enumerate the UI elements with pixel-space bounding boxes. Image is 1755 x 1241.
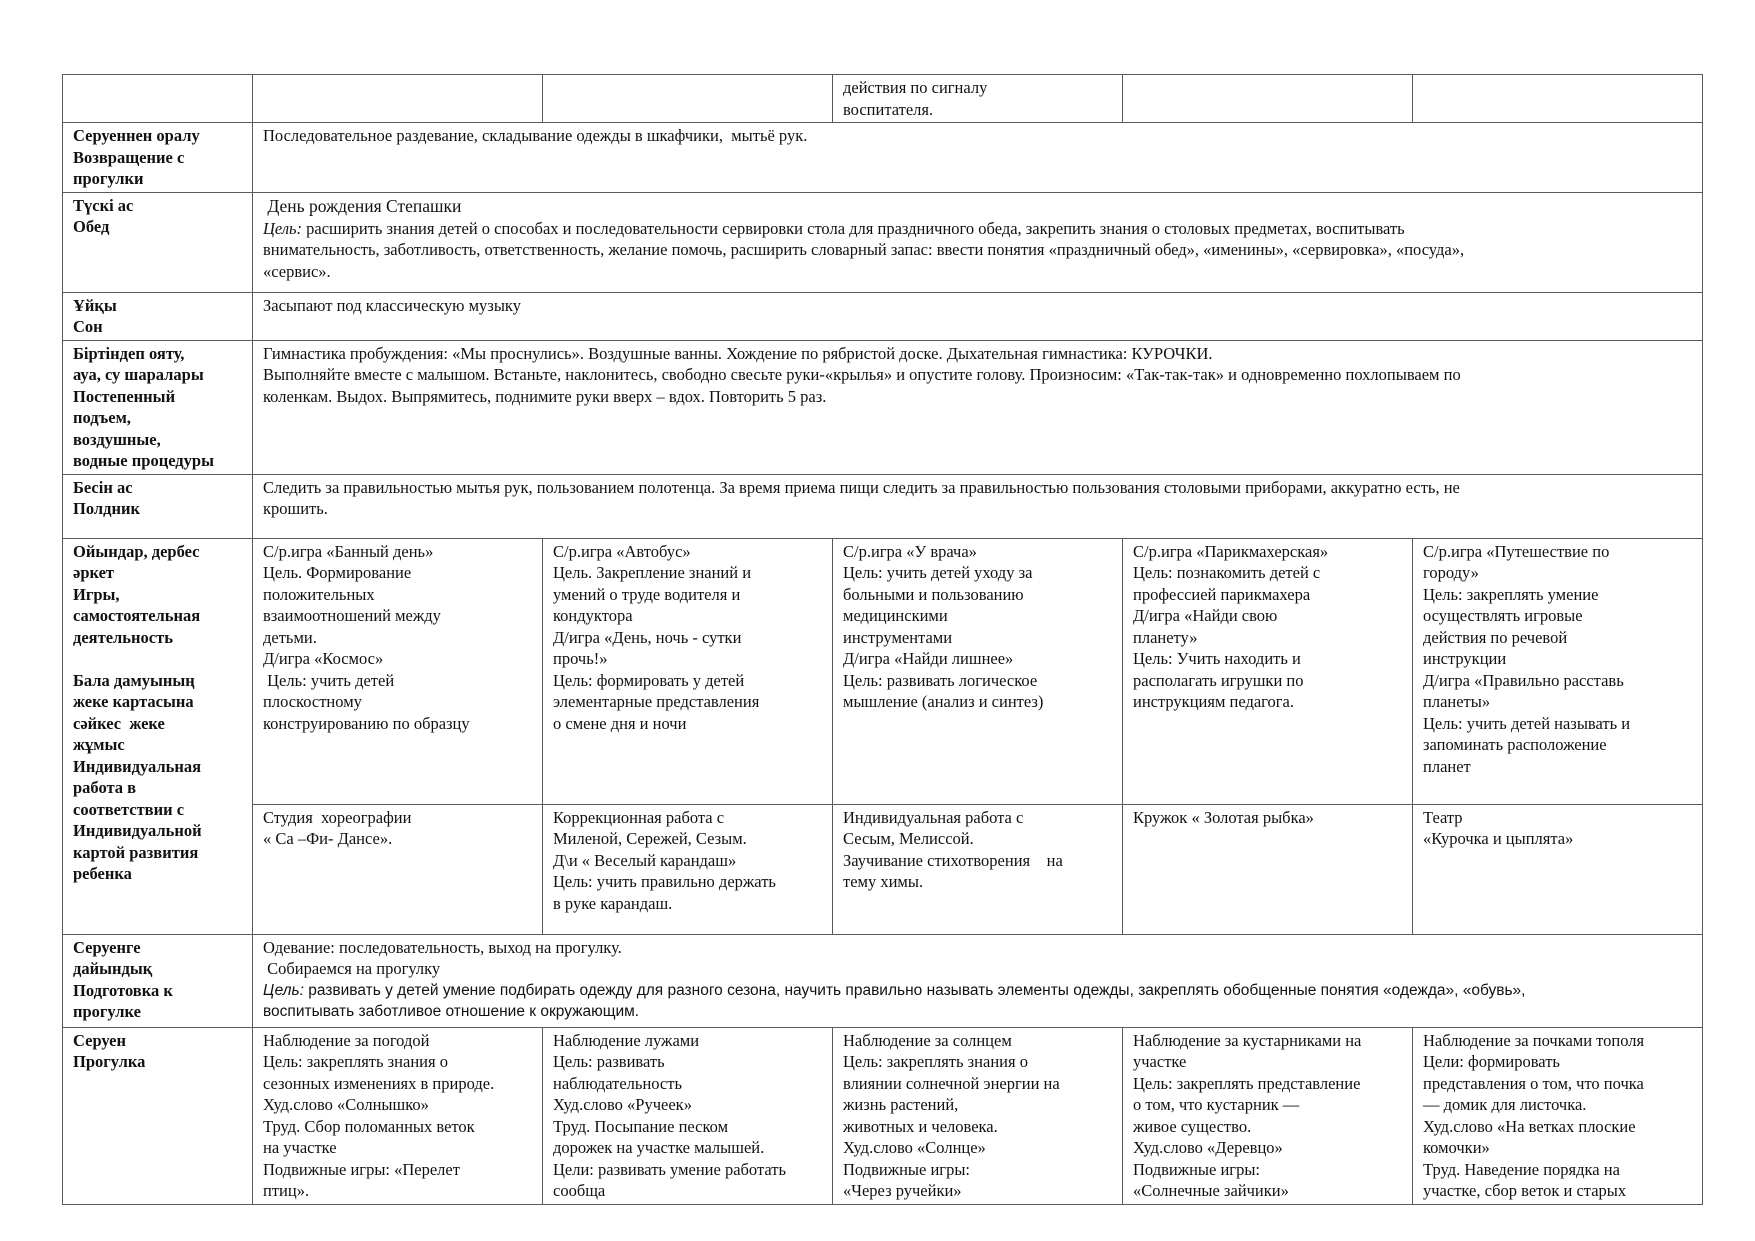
text-line: Наблюдение за погодой <box>263 1030 430 1050</box>
label-line: Ұйқы <box>73 295 117 315</box>
text-line: представления о том, что почка <box>1423 1073 1644 1093</box>
text-line: Сесым, Мелиссой. <box>843 829 974 848</box>
text-line: Заучивание стихотворения на <box>843 850 1063 870</box>
text-line: Худ.слово «Деревцо» <box>1133 1138 1283 1157</box>
text-line: влиянии солнечной энергии на <box>843 1073 1060 1093</box>
table-row-wake <box>63 340 1703 474</box>
text-line: Цель: развивать логическое <box>843 670 1038 690</box>
text-line: Труд. Сбор поломанных веток <box>263 1116 475 1136</box>
text-line: Цели: развивать умение работать <box>553 1159 787 1179</box>
text-line: Д\и « Веселый карандаш» <box>553 850 737 870</box>
text-line: Труд. Наведение порядка на <box>1423 1159 1620 1179</box>
games-day-1 <box>253 538 543 804</box>
goal-prefix: Цель: <box>263 981 304 999</box>
text-line: инструментами <box>843 627 953 647</box>
text-line: медицинскими <box>843 606 948 625</box>
label-line: картой развития <box>73 842 199 862</box>
games-day-5 <box>1413 538 1703 804</box>
label-line: Подготовка к <box>73 980 173 1000</box>
text-line: Кружок « Золотая рыбка» <box>1133 807 1314 827</box>
text-line: С/р.игра «Путешествие по <box>1423 541 1610 561</box>
text-line: Цель: формировать у детей <box>553 670 745 690</box>
text-line: Цель: учить детей называть и <box>1423 713 1631 733</box>
label-line: Біртіндеп ояту, <box>73 343 185 363</box>
table-row-snack <box>63 474 1703 538</box>
cell-snack-text <box>253 474 1703 538</box>
text-line: тему химы. <box>843 872 924 891</box>
text-line: внимательность, заботливость, ответственность, желание помочь, расширить словарный запас: ввести понятия «праздничный обед», «именины», «сервировка», «посуда», <box>263 240 1465 259</box>
text-line: Выполняйте вместе с малышом. Встаньте, наклонитесь, свободно свесьте руки-«крылья» и опустите голову. Произносим: «Так-так-так» и одновременно похлопываем по <box>263 365 1461 384</box>
games-day-3 <box>833 538 1123 804</box>
text-line: Наблюдение за кустарниками на <box>1133 1030 1362 1050</box>
label-line: прогулки <box>73 169 144 188</box>
text-line: сообща <box>553 1181 606 1200</box>
text-line: Наблюдение лужами <box>553 1030 700 1050</box>
text-line: Худ.слово «На ветках плоские <box>1423 1116 1636 1136</box>
table-row-continuation <box>63 75 1703 123</box>
text-line: «Через ручейки» <box>843 1181 962 1200</box>
label-line: работа в <box>73 778 137 797</box>
text-line: Засыпают под классическую музыку <box>263 295 521 315</box>
text-line: Цель: учить детей <box>263 670 395 690</box>
cell-prep-text <box>253 934 1703 1027</box>
text-line: участке <box>1133 1052 1187 1071</box>
text-line: профессией парикмахера <box>1133 584 1311 604</box>
text-line: о том, что кустарник — <box>1133 1095 1300 1114</box>
label-line: подъем, <box>73 408 131 427</box>
walk-day-4 <box>1123 1027 1413 1204</box>
text-line: Наблюдение за почками тополя <box>1423 1030 1645 1050</box>
text-line: Д/игра «Космос» <box>263 649 384 668</box>
text-line: Цели: формировать <box>1423 1052 1560 1071</box>
label-line: Сон <box>73 317 103 336</box>
text-line: Д/игра «Правильно расставь <box>1423 670 1624 690</box>
label-line: деятельность <box>73 627 173 647</box>
text-line: « Са –Фи- Дансе». <box>263 829 393 848</box>
cell-wake-text <box>253 340 1703 474</box>
row-label-wake <box>63 340 253 474</box>
text-line: животных и человека. <box>843 1116 998 1136</box>
text-line: Худ.слово «Ручеек» <box>553 1095 692 1114</box>
label-line: Бала дамуының <box>73 670 195 690</box>
text-line: на участке <box>263 1138 337 1157</box>
text-line: больными и пользованию <box>843 584 1024 604</box>
label-line: Постепенный <box>73 386 176 406</box>
text-line: воспитывать заботливое отношение к окружающим. <box>263 1003 640 1020</box>
text-line: жизнь растений, <box>843 1095 959 1114</box>
cell-lunch-text <box>253 192 1703 292</box>
label-line: воздушные, <box>73 429 161 449</box>
text-line: детьми. <box>263 627 317 647</box>
cell-empty <box>1123 75 1413 123</box>
label-line: Ойындар, дербес <box>73 541 200 561</box>
goal-prefix: Цель: <box>263 218 303 238</box>
cell-return-text <box>253 123 1703 193</box>
cell-empty <box>543 75 833 123</box>
text-line: Подвижные игры: <box>1133 1159 1260 1179</box>
text-line: Цель: развивать <box>553 1052 665 1071</box>
text-line: сезонных изменениях в природе. <box>263 1073 495 1093</box>
text-line: положительных <box>263 584 375 604</box>
text-line: Миленой, Сережей, Сезым. <box>553 829 747 848</box>
text-line: плоскостному <box>263 692 362 711</box>
text-line: Цель: закреплять умение <box>1423 584 1599 604</box>
text-line: Коррекционная работа с <box>553 807 725 827</box>
text-line: птиц». <box>263 1181 310 1200</box>
label-line: водные процедуры <box>73 451 214 470</box>
daily-plan-table <box>62 74 1703 1205</box>
text-line: С/р.игра «Парикмахерская» <box>1133 541 1329 561</box>
text-line: живое существо. <box>1133 1116 1252 1136</box>
text-line: воспитателя. <box>843 99 934 119</box>
table-row-walk <box>63 1027 1703 1204</box>
text-line: «сервис». <box>263 261 331 281</box>
text-line: Студия хореографии <box>263 807 412 827</box>
text-line: действия по речевой <box>1423 627 1568 647</box>
label-line: Возвращение с <box>73 147 185 167</box>
text-line: Собираемся на прогулку <box>263 959 441 978</box>
label-line: Полдник <box>73 499 140 518</box>
cell-empty-label <box>63 75 253 123</box>
label-line: Прогулка <box>73 1052 146 1071</box>
table-row-lunch <box>63 192 1703 292</box>
text-line <box>263 980 1692 1002</box>
cell-continuation-text <box>833 75 1123 123</box>
games-day-4 <box>1123 538 1413 804</box>
text-line: С/р.игра «Автобус» <box>553 541 691 561</box>
text-line: Д/игра «Найди лишнее» <box>843 649 1014 668</box>
lunch-title: День рождения Степашки <box>263 195 462 216</box>
cell-sleep-text <box>253 292 1703 340</box>
label-line: Индивидуальной <box>73 821 202 840</box>
label-line: самостоятельная <box>73 606 201 625</box>
row-label-lunch <box>63 192 253 292</box>
games-day-2 <box>543 538 833 804</box>
text-line: Цель: закреплять знания о <box>843 1052 1028 1071</box>
text-line: конструированию по образцу <box>263 713 470 733</box>
label-line: соответствии с <box>73 799 185 819</box>
text-line: инструкциям педагога. <box>1133 692 1294 711</box>
walk-day-1 <box>253 1027 543 1204</box>
text-line: Подвижные игры: «Перелет <box>263 1159 460 1179</box>
label-line: прогулке <box>73 1002 141 1021</box>
label-line: сәйкес жеке <box>73 713 165 733</box>
text-line: Худ.слово «Солнце» <box>843 1138 986 1157</box>
label-line: Серуен <box>73 1030 126 1050</box>
individual-day-2 <box>543 804 833 934</box>
text-line: Цель: закреплять представление <box>1133 1073 1361 1093</box>
table-row-games <box>63 538 1703 804</box>
cell-empty <box>253 75 543 123</box>
text-line: элементарные представления <box>553 692 760 711</box>
text-line <box>263 218 1692 240</box>
text-line: располагать игрушки по <box>1133 670 1304 690</box>
text-line: крошить. <box>263 499 328 518</box>
text-line: о смене дня и ночи <box>553 713 687 733</box>
individual-day-5 <box>1413 804 1703 934</box>
text-line: осуществлять игровые <box>1423 606 1583 625</box>
label-line: жұмыс <box>73 735 125 754</box>
text-line: городу» <box>1423 563 1479 582</box>
text-line: — домик для листочка. <box>1423 1095 1587 1114</box>
table-row-prep <box>63 934 1703 1027</box>
row-label-games <box>63 538 253 934</box>
text-line: Следить за правильностью мытья рук, пользованием полотенца. За время приема пищи следить за правильностью пользования столовыми приборами, аккуратно есть, не <box>263 477 1460 497</box>
text-line: Д/игра «Найди свою <box>1133 606 1278 625</box>
text-line: наблюдательность <box>553 1073 682 1093</box>
text-line: действия по сигналу <box>843 78 988 97</box>
text-line: Наблюдение за солнцем <box>843 1030 1012 1050</box>
text-line: Цель: Учить находить и <box>1133 649 1301 668</box>
walk-day-2 <box>543 1027 833 1204</box>
individual-day-3 <box>833 804 1123 934</box>
label-line: Игры, <box>73 584 120 604</box>
text-line: Цель: учить правильно держать <box>553 872 776 891</box>
walk-day-3 <box>833 1027 1123 1204</box>
text-line: Труд. Посыпание песком <box>553 1116 729 1136</box>
text-line: Цель: учить детей уходу за <box>843 563 1033 582</box>
row-label-sleep <box>63 292 253 340</box>
label-line: ребенка <box>73 864 132 883</box>
text-line: Последовательное раздевание, складывание одежды в шкафчики, мытьё рук. <box>263 126 808 145</box>
text-line: Д/игра «День, ночь - сутки <box>553 627 742 647</box>
text-line: Цель: познакомить детей с <box>1133 563 1321 582</box>
text-line: комочки» <box>1423 1138 1490 1157</box>
label-line: Бесін ас <box>73 477 133 497</box>
goal-text: развивать у детей умение подбирать одежду для разного сезона, научить правильно называть элементы одежды, закреплять обобщенные понятия «одежда», «обувь», <box>303 981 1526 999</box>
text-line: дорожек на участке малышей. <box>553 1138 765 1157</box>
label-line: Серуенге <box>73 937 141 957</box>
cell-empty <box>1413 75 1703 123</box>
label-line: әркет <box>73 563 115 582</box>
row-label-snack <box>63 474 253 538</box>
row-label-walk <box>63 1027 253 1204</box>
text-line: Индивидуальная работа с <box>843 807 1024 827</box>
individual-day-4 <box>1123 804 1413 934</box>
text-line: умений о труде водителя и <box>553 584 741 604</box>
text-line: инструкции <box>1423 649 1507 668</box>
individual-day-1 <box>253 804 543 934</box>
text-line: планет <box>1423 756 1471 776</box>
text-line: С/р.игра «Банный день» <box>263 541 434 561</box>
goal-text: расширить знания детей о способах и последовательности сервировки стола для праздничного обеда, закрепить знания о столовых предметах, воспитывать <box>302 218 1405 238</box>
text-line: кондуктора <box>553 606 633 625</box>
text-line: коленкам. Выдох. Выпрямитесь, поднимите руки вверх – вдох. Повторить 5 раз. <box>263 386 827 406</box>
text-line: Худ.слово «Солнышко» <box>263 1095 429 1114</box>
text-line: Одевание: последовательность, выход на прогулку. <box>263 937 622 957</box>
label-line: Обед <box>73 217 110 236</box>
label-line <box>73 648 242 670</box>
text-line: запоминать расположение <box>1423 735 1607 754</box>
row-label-prep <box>63 934 253 1027</box>
text-line: С/р.игра «У врача» <box>843 541 977 561</box>
label-line: дайындық <box>73 959 153 978</box>
text-line: взаимоотношений между <box>263 606 441 625</box>
label-line: Серуеннен оралу <box>73 126 200 145</box>
text-line: прочь!» <box>553 649 608 668</box>
text-line: «Курочка и цыплята» <box>1423 829 1574 848</box>
label-line: Индивидуальная <box>73 756 202 776</box>
row-label-return <box>63 123 253 193</box>
text-line: Цель. Закрепление знаний и <box>553 563 752 582</box>
text-line: Цель. Формирование <box>263 563 412 582</box>
text-line: планеты» <box>1423 692 1491 711</box>
text-line: участке, сбор веток и старых <box>1423 1181 1627 1200</box>
label-line: ауа, су шаралары <box>73 365 204 384</box>
table-row-sleep <box>63 292 1703 340</box>
text-line: Гимнастика пробуждения: «Мы проснулись». Воздушные ванны. Хождение по рябристой доске. Дыхательная гимнастика: КУРОЧКИ. <box>263 343 1213 363</box>
text-line: «Солнечные зайчики» <box>1133 1181 1289 1200</box>
table-row-individual <box>63 804 1703 934</box>
text-line: Цель: закреплять знания о <box>263 1052 448 1071</box>
text-line: планету» <box>1133 627 1198 647</box>
text-line: Подвижные игры: <box>843 1159 970 1179</box>
text-line: мышление (анализ и синтез) <box>843 692 1044 711</box>
walk-day-5 <box>1413 1027 1703 1204</box>
text-line: Театр <box>1423 807 1463 827</box>
table-row-return <box>63 123 1703 193</box>
label-line: Түскі ас <box>73 195 134 215</box>
text-line: в руке карандаш. <box>553 893 673 913</box>
label-line: жеке картасына <box>73 692 194 711</box>
